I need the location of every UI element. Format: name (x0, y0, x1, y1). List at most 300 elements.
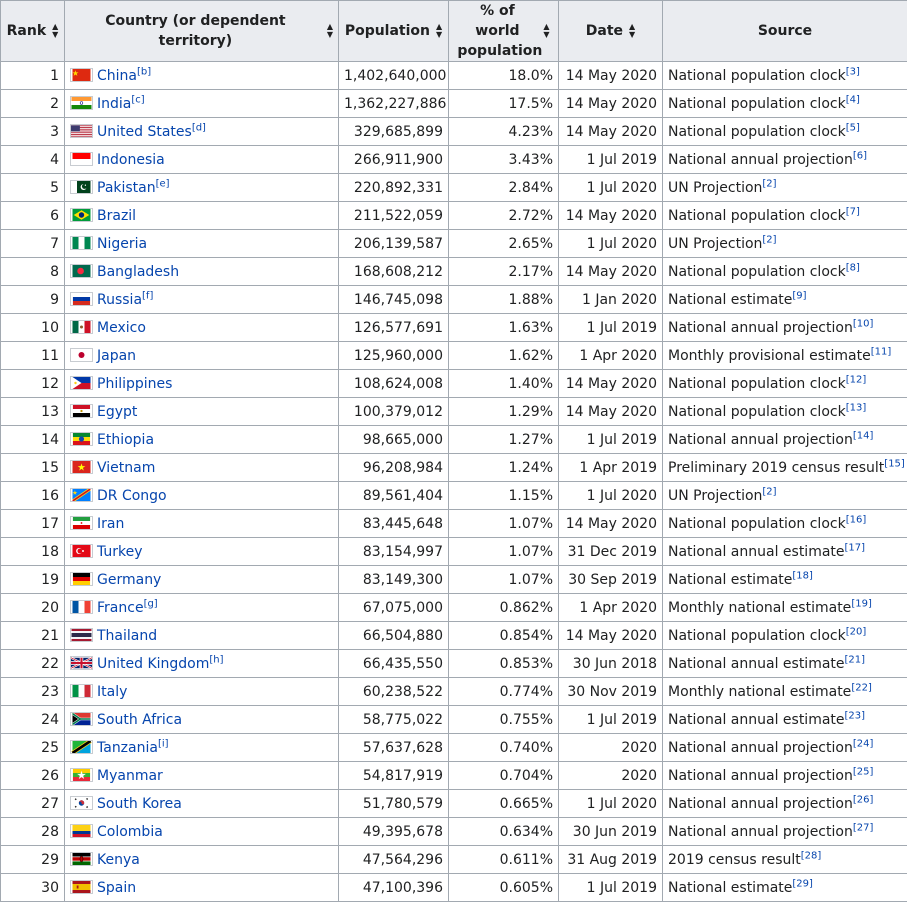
reference-link[interactable]: [21] (845, 654, 866, 665)
column-header-label: Country (or dependent territory) (70, 11, 321, 51)
source-cell (663, 678, 907, 706)
flag-usa-icon (70, 124, 93, 138)
country-cell (65, 286, 339, 314)
column-header-country[interactable] (65, 1, 339, 62)
rank-cell: 5 (1, 174, 65, 202)
source-text: National population clock (668, 516, 846, 532)
population-cell: 83,149,300 (339, 566, 449, 594)
column-header-source (663, 1, 907, 62)
country-link[interactable]: Myanmar (97, 768, 163, 784)
population-cell: 83,154,997 (339, 538, 449, 566)
sort-arrows-icon[interactable]: ▲ ▼ (629, 23, 635, 39)
flag-southkorea-icon (70, 796, 93, 810)
country-link[interactable]: Ethiopia (97, 432, 154, 448)
population-cell: 266,911,900 (339, 146, 449, 174)
column-header-date[interactable] (559, 1, 663, 62)
source-cell (663, 762, 907, 790)
country-cell (65, 398, 339, 426)
percent-cell: 0.774% (449, 678, 559, 706)
table-row (1, 566, 907, 594)
source-cell (663, 230, 907, 258)
source-text: UN Projection (668, 180, 762, 196)
rank-cell: 14 (1, 426, 65, 454)
country-link[interactable]: Indonesia (97, 152, 165, 168)
country-link[interactable]: Thailand (97, 628, 157, 644)
reference-sup (851, 598, 872, 609)
reference-link[interactable]: [6] (853, 150, 867, 161)
date-cell: 1 Jul 2019 (559, 426, 663, 454)
table-row (1, 650, 907, 678)
column-header-label: Rank (7, 21, 47, 41)
country-cell (65, 454, 339, 482)
footnote-sup (209, 654, 223, 665)
sort-arrows-icon[interactable]: ▲ ▼ (327, 23, 333, 39)
population-cell: 67,075,000 (339, 594, 449, 622)
reference-link[interactable]: [2] (762, 234, 776, 245)
country-link[interactable]: South Korea (97, 796, 182, 812)
percent-cell: 0.704% (449, 762, 559, 790)
population-cell: 206,139,587 (339, 230, 449, 258)
percent-cell: 1.29% (449, 398, 559, 426)
reference-sup (884, 458, 905, 469)
country-link[interactable]: DR Congo (97, 488, 167, 504)
reference-link[interactable]: [16] (846, 514, 867, 525)
rank-cell: 22 (1, 650, 65, 678)
source-text: National population clock (668, 96, 846, 112)
source-text: National annual estimate (668, 712, 845, 728)
reference-link[interactable]: [28] (801, 850, 822, 861)
source-cell (663, 706, 907, 734)
country-cell (65, 846, 339, 874)
source-text: Monthly provisional estimate (668, 348, 871, 364)
source-cell (663, 510, 907, 538)
country-link[interactable]: China (97, 68, 137, 84)
date-cell: 1 Jan 2020 (559, 286, 663, 314)
country-cell (65, 202, 339, 230)
population-cell: 89,561,404 (339, 482, 449, 510)
sort-arrows-icon[interactable]: ▲ ▼ (52, 23, 58, 39)
rank-cell: 24 (1, 706, 65, 734)
source-cell (663, 426, 907, 454)
flag-spain-icon (70, 880, 93, 894)
reference-link[interactable]: [5] (846, 122, 860, 133)
population-cell: 96,208,984 (339, 454, 449, 482)
reference-sup (853, 822, 874, 833)
rank-cell: 18 (1, 538, 65, 566)
date-cell: 1 Jul 2020 (559, 230, 663, 258)
country-cell (65, 818, 339, 846)
source-cell (663, 650, 907, 678)
flag-turkey-icon (70, 544, 93, 558)
table-row (1, 454, 907, 482)
country-link[interactable]: Germany (97, 572, 161, 588)
footnote-link[interactable]: [h] (209, 654, 223, 665)
source-text: National population clock (668, 68, 846, 84)
reference-link[interactable]: [12] (846, 374, 867, 385)
reference-sup (853, 794, 874, 805)
reference-link[interactable]: [27] (853, 822, 874, 833)
population-cell: 66,435,550 (339, 650, 449, 678)
date-cell: 14 May 2020 (559, 622, 663, 650)
country-link[interactable]: Russia (97, 292, 142, 308)
rank-cell: 6 (1, 202, 65, 230)
country-cell (65, 174, 339, 202)
country-link[interactable]: India (97, 96, 131, 112)
country-link[interactable]: France (97, 600, 144, 616)
country-link[interactable]: Egypt (97, 404, 137, 420)
country-cell (65, 650, 339, 678)
country-cell (65, 370, 339, 398)
table-row (1, 426, 907, 454)
date-cell: 14 May 2020 (559, 62, 663, 90)
country-cell (65, 118, 339, 146)
flag-myanmar-icon (70, 768, 93, 782)
country-link[interactable]: United Kingdom (97, 656, 209, 672)
percent-cell: 4.23% (449, 118, 559, 146)
source-text: National annual projection (668, 824, 853, 840)
flag-vietnam-icon (70, 460, 93, 474)
source-text: 2019 census result (668, 852, 801, 868)
reference-link[interactable]: [13] (846, 402, 867, 413)
country-link[interactable]: Iran (97, 516, 124, 532)
flag-russia-icon (70, 292, 93, 306)
table-row (1, 678, 907, 706)
country-link[interactable]: United States (97, 124, 192, 140)
source-cell (663, 538, 907, 566)
source-text: National population clock (668, 124, 846, 140)
reference-link[interactable]: [23] (845, 710, 866, 721)
footnote-sup (142, 290, 153, 301)
reference-link[interactable]: [26] (853, 794, 874, 805)
country-cell (65, 90, 339, 118)
source-text: Monthly national estimate (668, 684, 851, 700)
flag-japan-icon (70, 348, 93, 362)
reference-link[interactable]: [29] (792, 878, 813, 889)
reference-sup (762, 178, 776, 189)
date-cell: 1 Jul 2019 (559, 314, 663, 342)
rank-cell: 7 (1, 230, 65, 258)
population-cell: 66,504,880 (339, 622, 449, 650)
reference-link[interactable]: [22] (851, 682, 872, 693)
country-cell (65, 594, 339, 622)
rank-cell: 21 (1, 622, 65, 650)
column-header-label: Date (586, 21, 623, 41)
footnote-sup (158, 738, 169, 749)
reference-sup (853, 430, 874, 441)
column-header-label: Source (758, 21, 812, 41)
flag-kenya-icon (70, 852, 93, 866)
flag-indonesia-icon (70, 152, 93, 166)
date-cell: 14 May 2020 (559, 510, 663, 538)
date-cell: 1 Jul 2019 (559, 706, 663, 734)
table-row (1, 790, 907, 818)
country-link[interactable]: Vietnam (97, 460, 155, 476)
country-link[interactable]: Colombia (97, 824, 163, 840)
table-row (1, 314, 907, 342)
reference-link[interactable]: [17] (845, 542, 866, 553)
percent-cell: 1.63% (449, 314, 559, 342)
country-cell (65, 314, 339, 342)
reference-sup (853, 738, 874, 749)
footnote-link[interactable]: [g] (144, 598, 158, 609)
reference-sup (845, 542, 866, 553)
percent-cell: 1.40% (449, 370, 559, 398)
percent-cell: 1.15% (449, 482, 559, 510)
reference-link[interactable]: [14] (853, 430, 874, 441)
table-row (1, 818, 907, 846)
rank-cell: 17 (1, 510, 65, 538)
percent-cell: 2.17% (449, 258, 559, 286)
percent-cell: 0.854% (449, 622, 559, 650)
source-cell (663, 174, 907, 202)
reference-link[interactable]: [9] (792, 290, 806, 301)
reference-sup (846, 122, 860, 133)
reference-sup (762, 234, 776, 245)
reference-link[interactable]: [19] (851, 598, 872, 609)
percent-cell: 0.665% (449, 790, 559, 818)
source-cell (663, 146, 907, 174)
table-row (1, 258, 907, 286)
population-cell: 146,745,098 (339, 286, 449, 314)
date-cell: 1 Apr 2020 (559, 342, 663, 370)
country-cell (65, 342, 339, 370)
flag-drcongo-icon (70, 488, 93, 502)
country-link[interactable]: South Africa (97, 712, 182, 728)
reference-link[interactable]: [2] (762, 178, 776, 189)
source-text: National estimate (668, 572, 792, 588)
reference-link[interactable]: [2] (762, 486, 776, 497)
flag-egypt-icon (70, 404, 93, 418)
country-link[interactable]: Philippines (97, 376, 172, 392)
date-cell: 1 Apr 2019 (559, 454, 663, 482)
country-link[interactable]: Pakistan (97, 180, 156, 196)
rank-cell: 4 (1, 146, 65, 174)
percent-cell: 3.43% (449, 146, 559, 174)
country-cell (65, 62, 339, 90)
footnote-link[interactable]: [c] (131, 94, 144, 105)
date-cell: 14 May 2020 (559, 90, 663, 118)
percent-cell: 1.88% (449, 286, 559, 314)
reference-link[interactable]: [15] (884, 458, 905, 469)
country-cell (65, 510, 339, 538)
country-cell (65, 258, 339, 286)
date-cell: 1 Jul 2020 (559, 482, 663, 510)
flag-tanzania-icon (70, 740, 93, 754)
source-text: National annual projection (668, 768, 853, 784)
column-header-label: Population (345, 21, 430, 41)
footnote-sup (144, 598, 158, 609)
reference-link[interactable]: [18] (792, 570, 813, 581)
reference-sup (792, 878, 813, 889)
flag-france-icon (70, 600, 93, 614)
rank-cell: 15 (1, 454, 65, 482)
flag-colombia-icon (70, 824, 93, 838)
rank-cell: 29 (1, 846, 65, 874)
country-cell (65, 146, 339, 174)
sort-arrows-icon[interactable]: ▲ ▼ (436, 23, 442, 39)
table-row (1, 706, 907, 734)
source-cell (663, 846, 907, 874)
population-cell: 125,960,000 (339, 342, 449, 370)
flag-uk-icon (70, 656, 93, 670)
country-cell (65, 706, 339, 734)
source-cell (663, 342, 907, 370)
source-cell (663, 370, 907, 398)
reference-link[interactable]: [8] (846, 262, 860, 273)
source-text: National population clock (668, 404, 846, 420)
rank-cell: 3 (1, 118, 65, 146)
column-header-rank[interactable] (1, 1, 65, 62)
reference-sup (845, 710, 866, 721)
column-header-label: % of world population (457, 1, 537, 61)
rank-cell: 26 (1, 762, 65, 790)
flag-india-icon (70, 96, 93, 110)
column-header-population[interactable] (339, 1, 449, 62)
date-cell: 1 Jul 2020 (559, 790, 663, 818)
flag-iran-icon (70, 516, 93, 530)
table-row (1, 398, 907, 426)
footnote-sup (131, 94, 144, 105)
percent-cell: 1.27% (449, 426, 559, 454)
reference-link[interactable]: [4] (846, 94, 860, 105)
rank-cell: 16 (1, 482, 65, 510)
country-link[interactable]: Kenya (97, 852, 140, 868)
date-cell: 30 Jun 2019 (559, 818, 663, 846)
reference-link[interactable]: [3] (846, 66, 860, 77)
country-link[interactable]: Tanzania (97, 740, 158, 756)
country-cell (65, 566, 339, 594)
reference-sup (846, 66, 860, 77)
country-link[interactable]: Bangladesh (97, 264, 179, 280)
country-link[interactable]: Mexico (97, 320, 146, 336)
reference-sup (853, 318, 874, 329)
reference-link[interactable]: [7] (846, 206, 860, 217)
country-link[interactable]: Japan (97, 348, 136, 364)
table-row (1, 62, 907, 90)
footnote-link[interactable]: [f] (142, 290, 153, 301)
source-cell (663, 818, 907, 846)
source-cell (663, 314, 907, 342)
population-cell: 168,608,212 (339, 258, 449, 286)
source-text: Monthly national estimate (668, 600, 851, 616)
population-cell: 58,775,022 (339, 706, 449, 734)
source-text: National annual estimate (668, 544, 845, 560)
date-cell: 31 Aug 2019 (559, 846, 663, 874)
rank-cell: 25 (1, 734, 65, 762)
population-cell: 100,379,012 (339, 398, 449, 426)
reference-link[interactable]: [24] (853, 738, 874, 749)
rank-cell: 9 (1, 286, 65, 314)
table-row (1, 174, 907, 202)
percent-cell: 1.62% (449, 342, 559, 370)
rank-cell: 30 (1, 874, 65, 902)
date-cell: 14 May 2020 (559, 118, 663, 146)
reference-link[interactable]: [11] (871, 346, 892, 357)
rank-cell: 28 (1, 818, 65, 846)
source-cell (663, 622, 907, 650)
source-cell (663, 202, 907, 230)
percent-cell: 0.853% (449, 650, 559, 678)
country-cell (65, 734, 339, 762)
country-cell (65, 790, 339, 818)
population-cell: 211,522,059 (339, 202, 449, 230)
footnote-sup (192, 122, 206, 133)
footnote-link[interactable]: [e] (156, 178, 170, 189)
country-cell (65, 678, 339, 706)
percent-cell: 0.862% (449, 594, 559, 622)
date-cell: 1 Jul 2019 (559, 874, 663, 902)
country-link[interactable]: Spain (97, 880, 136, 896)
source-cell (663, 62, 907, 90)
table-row (1, 286, 907, 314)
rank-cell: 19 (1, 566, 65, 594)
percent-cell: 1.07% (449, 566, 559, 594)
footnote-sup (156, 178, 170, 189)
country-link[interactable]: Nigeria (97, 236, 147, 252)
reference-sup (792, 570, 813, 581)
country-link[interactable]: Italy (97, 684, 127, 700)
population-cell: 329,685,899 (339, 118, 449, 146)
country-link[interactable]: Turkey (97, 544, 143, 560)
source-text: UN Projection (668, 488, 762, 504)
table-row (1, 734, 907, 762)
population-cell: 60,238,522 (339, 678, 449, 706)
country-link[interactable]: Brazil (97, 208, 136, 224)
reference-sup (846, 262, 860, 273)
reference-sup (871, 346, 892, 357)
reference-link[interactable]: [10] (853, 318, 874, 329)
reference-sup (853, 766, 874, 777)
reference-link[interactable]: [20] (846, 626, 867, 637)
rank-cell: 10 (1, 314, 65, 342)
date-cell: 14 May 2020 (559, 370, 663, 398)
population-cell: 1,402,640,000 (339, 62, 449, 90)
reference-sup (846, 206, 860, 217)
reference-link[interactable]: [25] (853, 766, 874, 777)
date-cell: 30 Jun 2018 (559, 650, 663, 678)
footnote-link[interactable]: [d] (192, 122, 206, 133)
source-text: Preliminary 2019 census result (668, 460, 884, 476)
date-cell: 14 May 2020 (559, 398, 663, 426)
sort-arrows-icon[interactable]: ▲ ▼ (543, 23, 549, 39)
population-cell: 51,780,579 (339, 790, 449, 818)
table-row (1, 622, 907, 650)
percent-cell: 17.5% (449, 90, 559, 118)
source-cell (663, 286, 907, 314)
reference-sup (846, 374, 867, 385)
country-cell (65, 426, 339, 454)
reference-sup (851, 682, 872, 693)
footnote-link[interactable]: [i] (158, 738, 169, 749)
table-row (1, 342, 907, 370)
rank-cell: 11 (1, 342, 65, 370)
flag-italy-icon (70, 684, 93, 698)
population-cell: 83,445,648 (339, 510, 449, 538)
source-cell (663, 118, 907, 146)
flag-china-icon (70, 68, 93, 82)
column-header-percent[interactable] (449, 1, 559, 62)
source-cell (663, 734, 907, 762)
country-cell (65, 482, 339, 510)
footnote-link[interactable]: [b] (137, 66, 151, 77)
date-cell: 14 May 2020 (559, 258, 663, 286)
flag-southafrica-icon (70, 712, 93, 726)
table-row (1, 538, 907, 566)
source-text: National population clock (668, 264, 846, 280)
percent-cell: 2.72% (449, 202, 559, 230)
source-text: UN Projection (668, 236, 762, 252)
percent-cell: 0.611% (449, 846, 559, 874)
